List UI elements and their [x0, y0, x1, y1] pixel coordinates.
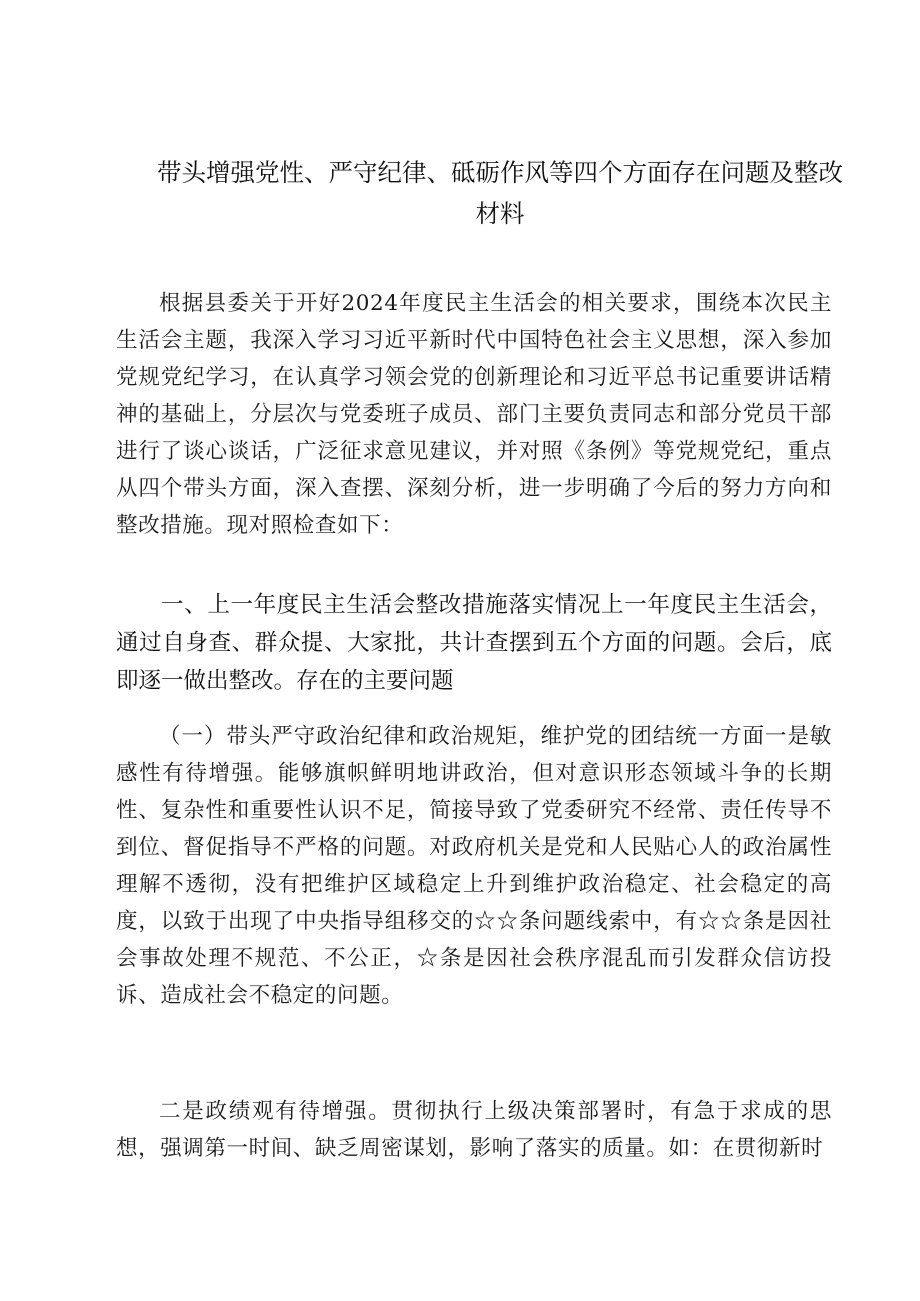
problem-item-1-paragraph: （一）带头严守政治纪律和政治规矩，维护党的团结统一方面一是敏感性有待增强。能够旗帜鲜明地讲政治，但对意识形态领域斗争的长期性、复杂性和重要性认识不足，简接导致了党委研究不经常、责任传导不到位、督促指导不严格的问题。对政府机关是党和人民贴心人的政治属性理解不透彻，没有把维护区域稳定上升到维护政治稳定、社会稳定的高度，以致于出现了中央指导组移交的☆☆条问题线索中，有☆☆条是因社会事故处理不规范、不公正，☆条是因社会秩序混乱而引发群众信访投诉、造成社会不稳定的问题。 [116, 724, 832, 1008]
intro-paragraph: 根据县委关于开好2024年度民主生活会的相关要求，围绕本次民主生活会主题，我深入学习习近平新时代中国特色社会主义思想，深入参加党规党纪学习，在认真学习领会党的创新理论和习近平总书记重要讲话精神的基础上，分层次与党委班子成员、部门主要负责同志和部分党员干部进行了谈心谈话，广泛征求意见建议，并对照《条例》等党规党纪，重点从四个带头方面，深入查摆、深刻分析，进一步明确了今后的努力方向和整改措施。现对照检查如下： [116, 291, 832, 538]
problem-item-2-paragraph: 二是政绩观有待增强。贯彻执行上级决策部署时，有急于求成的思想，强调第一时间、缺乏周密谋划，影响了落实的质量。如：在贯彻新时 [116, 1099, 832, 1161]
section-heading-1: 一、上一年度民主生活会整改措施落实情况上一年度民主生活会，通过自身查、群众提、大家批，共计查摆到五个方面的问题。会后，底即逐一做出整改。存在的主要问题 [116, 592, 832, 694]
document-title: 带头增强党性、严守纪律、砥砺作风等四个方面存在问题及整改材料 [157, 158, 843, 228]
